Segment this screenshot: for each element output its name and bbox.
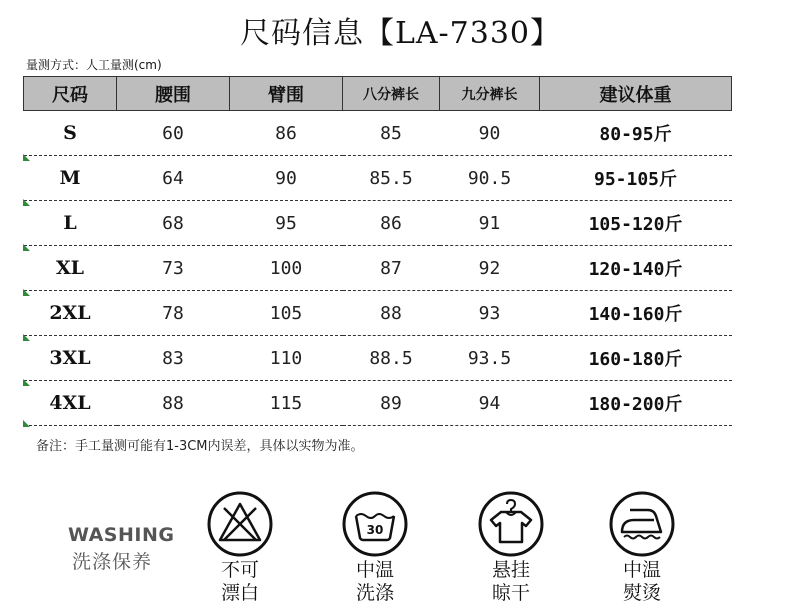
cell-weight: 120-140斤: [540, 246, 732, 291]
cell-size: XL: [24, 246, 117, 291]
row-corner-marker: [23, 199, 30, 206]
row-corner-marker: [23, 379, 30, 386]
row-corner-marker: [23, 154, 30, 161]
cell-waist: 83: [117, 336, 230, 381]
cell-eighth-length: 87: [343, 246, 440, 291]
header-ninth-length: 九分裤长: [440, 77, 540, 111]
cell-size: 3XL: [24, 336, 117, 381]
cell-weight: 95-105斤: [540, 156, 732, 201]
table-row: [24, 336, 732, 381]
washing-title-cn: 洗涤保养: [72, 551, 153, 573]
cell-eighth-length: 85.5: [343, 156, 440, 201]
cell-ninth-length: 92: [440, 246, 540, 291]
cell-arm: 110: [230, 336, 343, 381]
cell-waist: 73: [117, 246, 230, 291]
cell-waist: 78: [117, 291, 230, 336]
wash-30-icon: [341, 490, 409, 558]
care-item-no-bleach: [204, 490, 276, 605]
care-item-wash-30: [339, 490, 411, 605]
wash-temp-badge: 30: [366, 523, 384, 537]
table-row: [24, 246, 732, 291]
care-label: [606, 559, 678, 605]
size-table: [23, 76, 732, 426]
header-size: 尺码: [24, 77, 117, 111]
cell-arm: 100: [230, 246, 343, 291]
no-bleach-icon: [206, 490, 274, 558]
table-row: [24, 291, 732, 336]
hang-dry-icon: [477, 490, 545, 558]
care-label-line1: 中温: [622, 559, 661, 581]
measure-method-text: 量测方式：人工量测(cm): [26, 58, 162, 72]
care-item-hang-dry: [475, 490, 547, 605]
header-arm: 臂围: [230, 77, 343, 111]
row-corner-marker: [23, 334, 30, 341]
care-label: [204, 559, 276, 605]
care-item-iron: [606, 490, 678, 605]
row-corner-marker: [23, 289, 30, 296]
cell-ninth-length: 93.5: [440, 336, 540, 381]
cell-arm: 105: [230, 291, 343, 336]
care-label-line1: 中温: [355, 559, 394, 581]
care-label-line1: 悬挂: [491, 559, 530, 581]
cell-eighth-length: 85: [343, 111, 440, 156]
page-title: 尺码信息【LA-7330】: [239, 16, 562, 51]
care-label-line1: 不可: [220, 559, 259, 581]
cell-arm: 90: [230, 156, 343, 201]
cell-arm: 86: [230, 111, 343, 156]
cell-ninth-length: 90: [440, 111, 540, 156]
cell-arm: 115: [230, 381, 343, 426]
cell-ninth-length: 93: [440, 291, 540, 336]
washing-title-en: WASHING: [68, 524, 175, 546]
cell-waist: 60: [117, 111, 230, 156]
table-row: [24, 381, 732, 426]
care-label: [339, 559, 411, 605]
cell-weight: 140-160斤: [540, 291, 732, 336]
header-weight: 建议体重: [540, 77, 732, 111]
care-label-line2: 洗涤: [355, 582, 394, 604]
row-corner-marker: [23, 420, 30, 427]
cell-eighth-length: 89: [343, 381, 440, 426]
row-corner-marker: [23, 244, 30, 251]
cell-eighth-length: 86: [343, 201, 440, 246]
header-eighth-length: 八分裤长: [343, 77, 440, 111]
cell-waist: 68: [117, 201, 230, 246]
measurement-note: 备注：手工量测可能有1-3CM内误差，具体以实物为准。: [36, 439, 364, 454]
care-label-line2: 漂白: [220, 582, 259, 604]
cell-weight: 80-95斤: [540, 111, 732, 156]
cell-size: S: [24, 111, 117, 156]
table-row: [24, 111, 732, 156]
care-label-line2: 晾干: [491, 582, 530, 604]
cell-size: 2XL: [24, 291, 117, 336]
cell-size: M: [24, 156, 117, 201]
cell-waist: 64: [117, 156, 230, 201]
care-label: [475, 559, 547, 605]
care-label-line2: 熨烫: [622, 582, 661, 604]
cell-weight: 160-180斤: [540, 336, 732, 381]
cell-ninth-length: 94: [440, 381, 540, 426]
cell-eighth-length: 88: [343, 291, 440, 336]
table-header-row: [24, 77, 732, 111]
header-waist: 腰围: [117, 77, 230, 111]
cell-eighth-length: 88.5: [343, 336, 440, 381]
cell-size: L: [24, 201, 117, 246]
cell-ninth-length: 90.5: [440, 156, 540, 201]
cell-size: 4XL: [24, 381, 117, 426]
cell-weight: 105-120斤: [540, 201, 732, 246]
cell-waist: 88: [117, 381, 230, 426]
table-row: [24, 201, 732, 246]
table-row: [24, 156, 732, 201]
iron-medium-icon: [608, 490, 676, 558]
cell-arm: 95: [230, 201, 343, 246]
cell-weight: 180-200斤: [540, 381, 732, 426]
cell-ninth-length: 91: [440, 201, 540, 246]
